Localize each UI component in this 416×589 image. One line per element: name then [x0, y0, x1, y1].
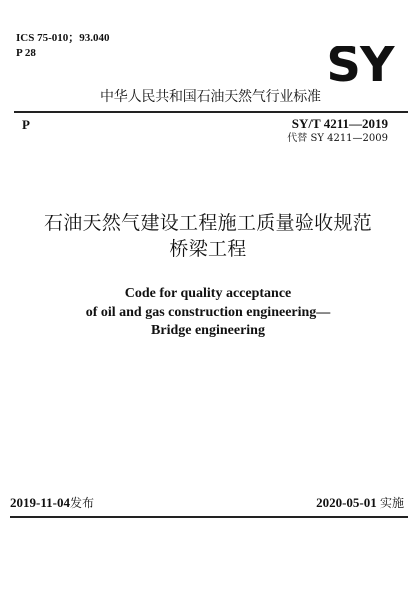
replaces-prefix: 代替	[287, 133, 308, 144]
industry-standard-heading: 中华人民共和国石油天然气行业标准	[100, 89, 321, 105]
classification-code-top: P 28	[16, 47, 36, 59]
header-rule	[14, 111, 408, 113]
replaces-note	[287, 133, 388, 145]
standard-number: SY/T 4211—2019	[291, 116, 388, 131]
replaces-number: SY 4211—2009	[310, 133, 388, 144]
sy-logo	[318, 46, 402, 84]
implementation-date	[316, 495, 404, 511]
chinese-title-line-1: 石油天然气建设工程施工质量验收规范	[43, 212, 373, 234]
issue-date	[10, 495, 94, 511]
chinese-title-line-2: 桥梁工程	[169, 238, 247, 260]
issue-date-value: 2019-11-04	[10, 495, 70, 510]
implementation-date-label: 实施	[379, 496, 404, 510]
ics-code: ICS 75-010；93.040	[16, 32, 110, 44]
sy-logo-text: SY	[326, 46, 394, 84]
english-title-line-3: Bridge engineering	[151, 323, 265, 338]
english-title-line-2: of oil and gas construction engineering—	[85, 305, 331, 320]
implementation-date-value: 2020-05-01	[316, 495, 377, 510]
english-title-line-1: Code for quality acceptance	[124, 286, 292, 301]
classification-code: P	[22, 117, 30, 132]
footer-rule	[10, 516, 408, 518]
issue-date-label: 发布	[69, 496, 94, 510]
